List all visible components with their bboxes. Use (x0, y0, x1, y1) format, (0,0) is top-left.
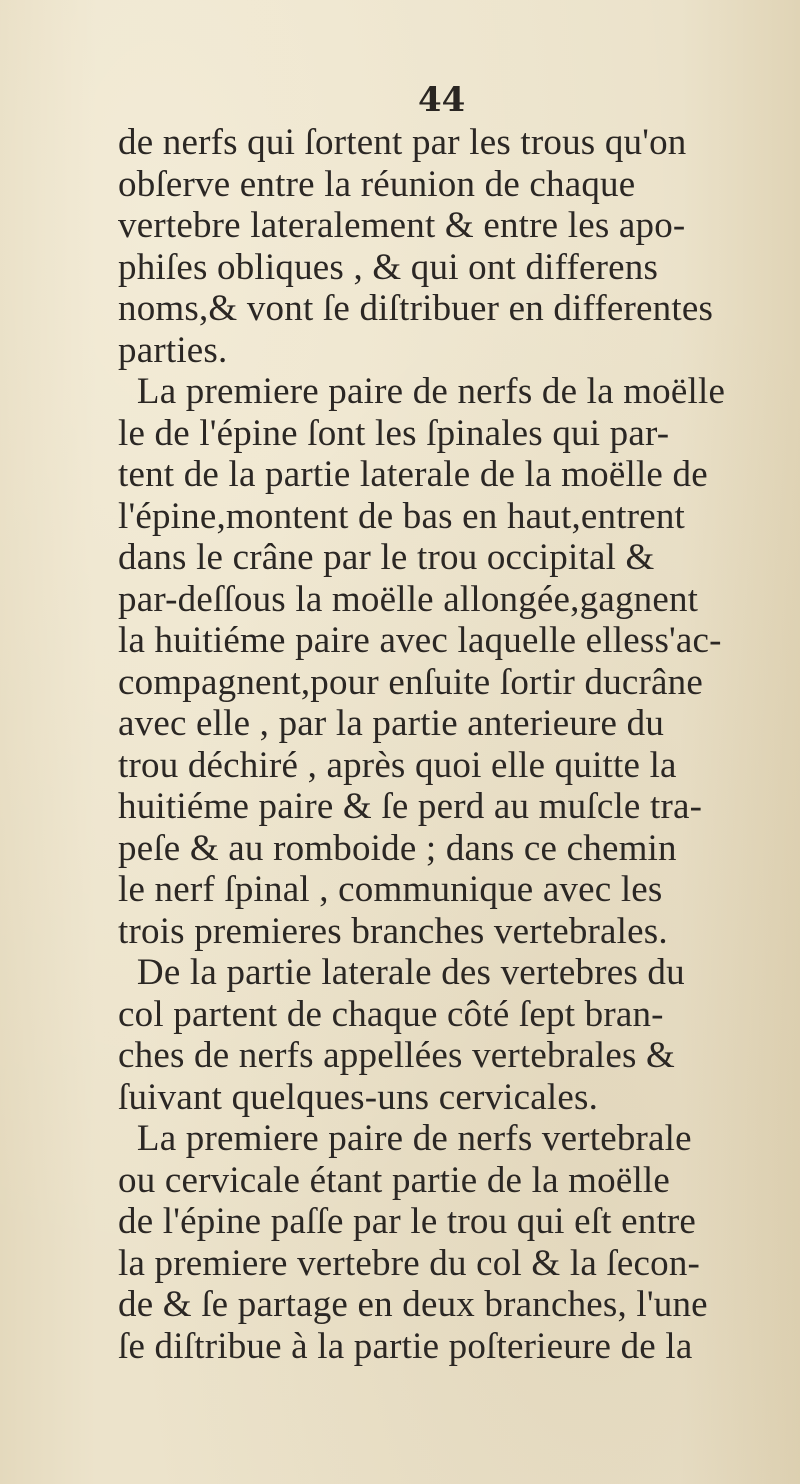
text-line: la premiere vertebre du col & la ſecon- (118, 1242, 701, 1284)
text-line: huitiéme paire & ſe perd au muſcle tra- (118, 786, 703, 827)
text-line: de & ſe partage en deux branches, l'une (118, 1284, 708, 1325)
text-line: vertebre lateralement & entre les apo- (118, 205, 686, 246)
text-line: De la partie laterale des vertebres du (118, 952, 685, 993)
text-line: ſe diſtribue à la partie poſterieure de la (118, 1325, 693, 1367)
text-line: l'épine,montent de bas en haut,entrent (118, 495, 686, 537)
text-line: compagnent,pour enſuite ſortir ducrâne (118, 661, 704, 703)
text-line: ches de nerfs appellées vertebrales & (118, 1035, 675, 1076)
text-line: phiſes obliques , & qui ont differens (118, 246, 659, 288)
text-line: avec elle , par la partie anterieure du (118, 703, 665, 744)
page-number: 44 (418, 80, 466, 120)
text-line: obſerve entre la réunion de chaque (118, 163, 636, 205)
text-line: le de l'épine ſont les ſpinales qui par- (118, 412, 670, 454)
text-line: tent de la partie laterale de la moëlle de (118, 454, 708, 495)
text-line: de l'épine paſſe par le trou qui eſt entre (118, 1201, 697, 1242)
text-line: La premiere paire de nerfs vertebrale (118, 1118, 692, 1159)
text-line: noms,& vont ſe diſtribuer en differentes (118, 288, 714, 329)
text-line: ſuivant quelques-uns cervicales. (118, 1076, 599, 1118)
text-line: le nerf ſpinal , communique avec les (118, 869, 663, 910)
text-line: dans le crâne par le trou occipital & (118, 537, 655, 578)
text-line: de nerfs qui ſortent par les trous qu'on (118, 122, 687, 163)
text-line: la huitiéme paire avec laquelle elless'ac- (118, 620, 722, 661)
text-line: parties. (118, 329, 228, 371)
text-line: par-deſſous la moëlle allongée,gagnent (118, 578, 699, 620)
text-line: col partent de chaque côté ſept bran- (118, 993, 664, 1035)
text-line: peſe & au romboide ; dans ce chemin (118, 827, 677, 869)
text-line: trois premieres branches vertebrales. (118, 910, 668, 952)
text-line: trou déchiré , après quoi elle quitte la (118, 744, 677, 786)
text-line: ou cervicale étant partie de la moëlle (118, 1159, 671, 1201)
text-line: La premiere paire de nerfs de la moëlle (118, 371, 726, 412)
body-text (118, 122, 738, 1367)
